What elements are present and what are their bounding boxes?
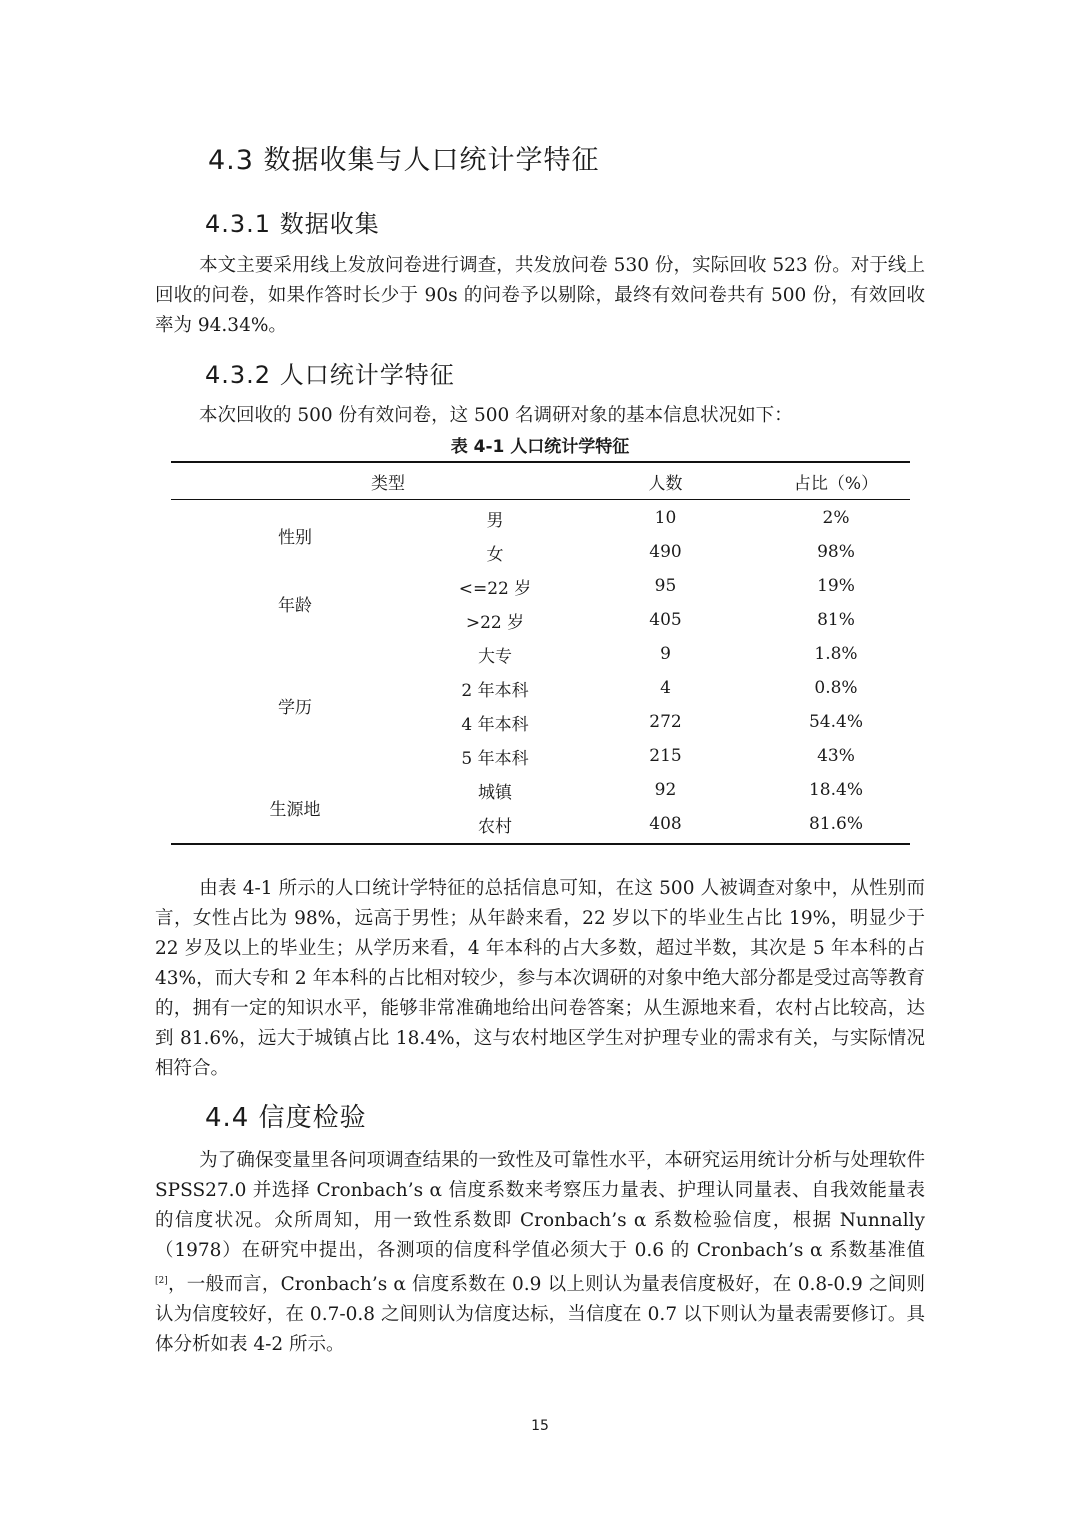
header-category: 类型	[371, 473, 405, 494]
table-row	[421, 807, 910, 841]
row-ratio: 18.4%	[808, 780, 863, 800]
row-label: 2 年本科	[461, 680, 529, 701]
section-4-3-2-heading: 4.3.2 人口统计学特征	[205, 361, 455, 389]
demographics-intro-paragraph	[155, 401, 925, 431]
row-label: 城镇	[478, 782, 512, 803]
reliability-text-part2: ，一般而言，Cronbach’s α 信度系数在 0.9 以上则认为量表信度极好，在 0.8-0.9 之间则认为信度较好，在 0.7-0.8 之间则认为信度达标，当信度在 0.7 以下则认为量表需要修订。具体分析如表 4-2 所示。	[155, 1274, 925, 1356]
data-collection-paragraph	[155, 251, 925, 341]
row-label: <=22 岁	[458, 578, 532, 599]
table-group	[171, 637, 910, 773]
row-count: 4	[660, 678, 671, 698]
table-group	[171, 773, 910, 841]
row-count: 405	[649, 610, 682, 630]
row-ratio: 81%	[817, 610, 855, 630]
table-group	[171, 501, 910, 569]
row-ratio: 19%	[817, 576, 855, 596]
row-label: >22 岁	[465, 612, 525, 633]
page-number: 15	[531, 1418, 549, 1434]
row-label: 女	[486, 544, 504, 565]
section-4-3-heading: 4.3 数据收集与人口统计学特征	[208, 145, 600, 176]
table-row	[421, 603, 910, 637]
table-row	[421, 637, 910, 671]
header-ratio: 占比（%）	[793, 473, 879, 494]
section-4-3-1-heading: 4.3.1 数据收集	[205, 210, 380, 238]
group-name: 年龄	[278, 595, 312, 616]
row-count: 10	[654, 508, 677, 528]
group-name: 生源地	[269, 799, 321, 820]
row-ratio: 81.6%	[808, 814, 863, 834]
table-body	[171, 500, 910, 843]
table-row	[421, 705, 910, 739]
row-count: 490	[649, 542, 682, 562]
analysis-text: 由表 4-1 所示的人口统计学特征的总括信息可知，在这 500 人被调查对象中，从性别而言，女性占比为 98%，远高于男性；从年龄来看，22 岁以下的毕业生占比 19%，明显少于 22 岁及以上的毕业生；从学历来看，4 年本科的占大多数，超过半数，其次是 5 年本科的占 43%，而大专和 2 年本科的占比相对较少，参与本次调研的对象中绝大部分都是受过高等教育的，拥有一定的知识水平，能够非常准确地给出问卷答案；从生源地来看，农村占比较高，达到 81.6%，远大于城镇占比 18.4%，这与农村地区学生对护理专业的需求有关，与实际情况相符合。	[155, 878, 925, 1079]
row-count: 95	[654, 576, 677, 596]
row-ratio: 54.4%	[808, 712, 863, 732]
citation-marker: [2]	[155, 1276, 168, 1286]
table-group	[171, 569, 910, 637]
section-4-4-heading: 4.4 信度检验	[205, 1103, 367, 1133]
row-ratio: 98%	[817, 542, 855, 562]
reliability-text-part1: 为了确保变量里各问项调查结果的一致性及可靠性水平，本研究运用统计分析与处理软件 SPSS27.0 并选择 Cronbach’s α 信度系数来考察压力量表、护理认同量表、自我效能量表的信度状况。众所周知，用一致性系数即 Cronbach’s α 系数检验信度，根据 Nunnally（1978）在研究中提出，各测项的信度科学值必须大于 0.6 的 Cronbach’s α 系数基准值	[155, 1150, 925, 1261]
row-count: 9	[660, 644, 671, 664]
demographics-table	[171, 461, 910, 845]
row-count: 215	[649, 746, 682, 766]
row-label: 农村	[478, 816, 512, 837]
row-label: 5 年本科	[461, 748, 529, 769]
table-row	[421, 671, 910, 705]
row-ratio: 1.8%	[814, 644, 858, 664]
table-row	[421, 569, 910, 603]
table-caption: 表 4-1 人口统计学特征	[450, 437, 630, 457]
header-count: 人数	[648, 473, 683, 494]
row-count: 92	[654, 780, 677, 800]
analysis-paragraph	[155, 874, 925, 1084]
group-name: 性别	[278, 527, 312, 548]
table-row	[421, 535, 910, 569]
table-row	[421, 739, 910, 773]
data-collection-text: 本文主要采用线上发放问卷进行调查，共发放问卷 530 份，实际回收 523 份。对于线上回收的问卷，如果作答时长少于 90s 的问卷予以剔除，最终有效问卷共有 500 份，有效回收率为 94.34%。	[155, 255, 925, 336]
demographics-intro-text: 本次回收的 500 份有效问卷，这 500 名调研对象的基本信息状况如下：	[199, 405, 793, 426]
row-label: 男	[486, 510, 504, 531]
row-ratio: 2%	[822, 508, 850, 528]
reliability-paragraph	[155, 1146, 925, 1360]
group-name: 学历	[278, 697, 312, 718]
row-label: 大专	[478, 646, 512, 667]
row-ratio: 43%	[817, 746, 855, 766]
table-row	[421, 773, 910, 807]
table-header-row	[171, 463, 910, 500]
row-ratio: 0.8%	[814, 678, 858, 698]
row-count: 408	[649, 814, 682, 834]
table-row	[421, 501, 910, 535]
row-count: 272	[649, 712, 682, 732]
row-label: 4 年本科	[461, 714, 529, 735]
